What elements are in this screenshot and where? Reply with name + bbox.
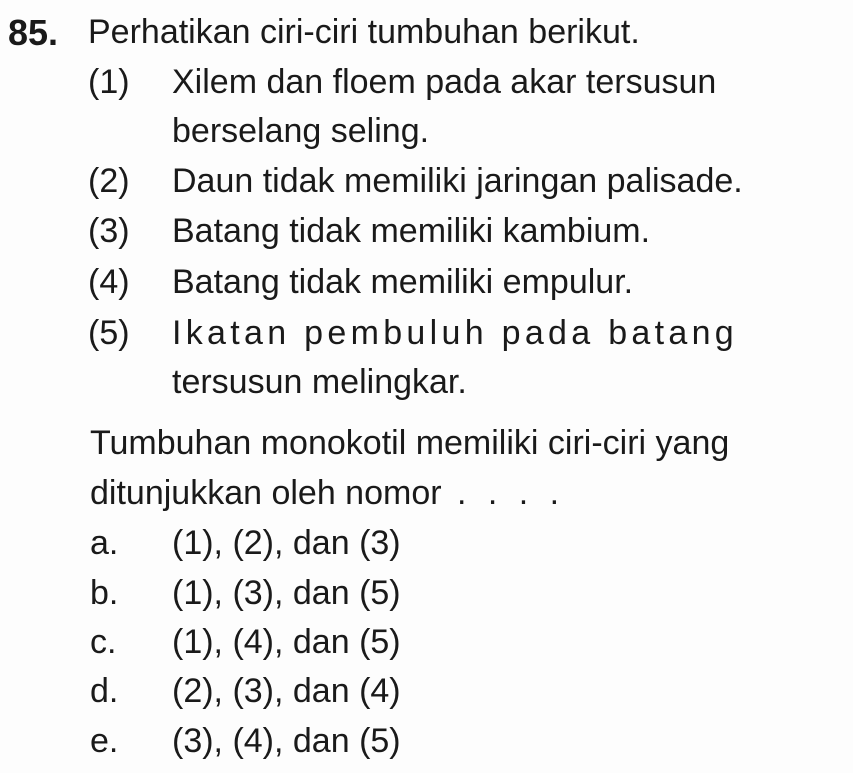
item-text-1-line1: Xilem dan floem pada akar tersusun (172, 63, 717, 101)
option-c-text: (1), (4), dan (5) (172, 623, 401, 661)
option-b-letter: b. (90, 574, 119, 612)
option-e-text: (3), (4), dan (5) (172, 722, 401, 760)
option-b-text: (1), (3), dan (5) (172, 574, 401, 612)
question-number: 85. (8, 12, 59, 53)
question-prompt-line1: Tumbuhan monokotil memiliki ciri-ciri yang (90, 424, 730, 462)
question-prompt-text: ditunjukkan oleh nomor (90, 474, 442, 512)
item-text-1-line2: berselang seling. (172, 112, 430, 150)
option-e-letter: e. (90, 722, 119, 760)
option-d-text: (2), (3), dan (4) (172, 672, 401, 710)
item-number-5: (5) (88, 314, 130, 352)
question-prompt-line2 (90, 473, 565, 513)
item-number-2: (2) (88, 162, 130, 200)
question-stem: Perhatikan ciri-ciri tumbuhan berikut. (88, 13, 640, 51)
option-a-letter: a. (90, 524, 119, 562)
option-d-letter: d. (90, 672, 119, 710)
item-number-3: (3) (88, 212, 130, 250)
item-number-1: (1) (88, 63, 130, 101)
item-text-4: Batang tidak memiliki empulur. (172, 263, 634, 301)
item-number-4: (4) (88, 263, 130, 301)
option-a-text: (1), (2), dan (3) (172, 524, 401, 562)
option-c-letter: c. (90, 623, 117, 661)
item-text-5-line1: Ikatan pembuluh pada batang (172, 314, 739, 352)
question-prompt-dots: . . . . (441, 474, 566, 512)
item-text-3: Batang tidak memiliki kambium. (172, 212, 651, 250)
item-text-5-line2: tersusun melingkar. (172, 363, 467, 401)
item-text-2: Daun tidak memiliki jaringan palisade. (172, 162, 743, 200)
